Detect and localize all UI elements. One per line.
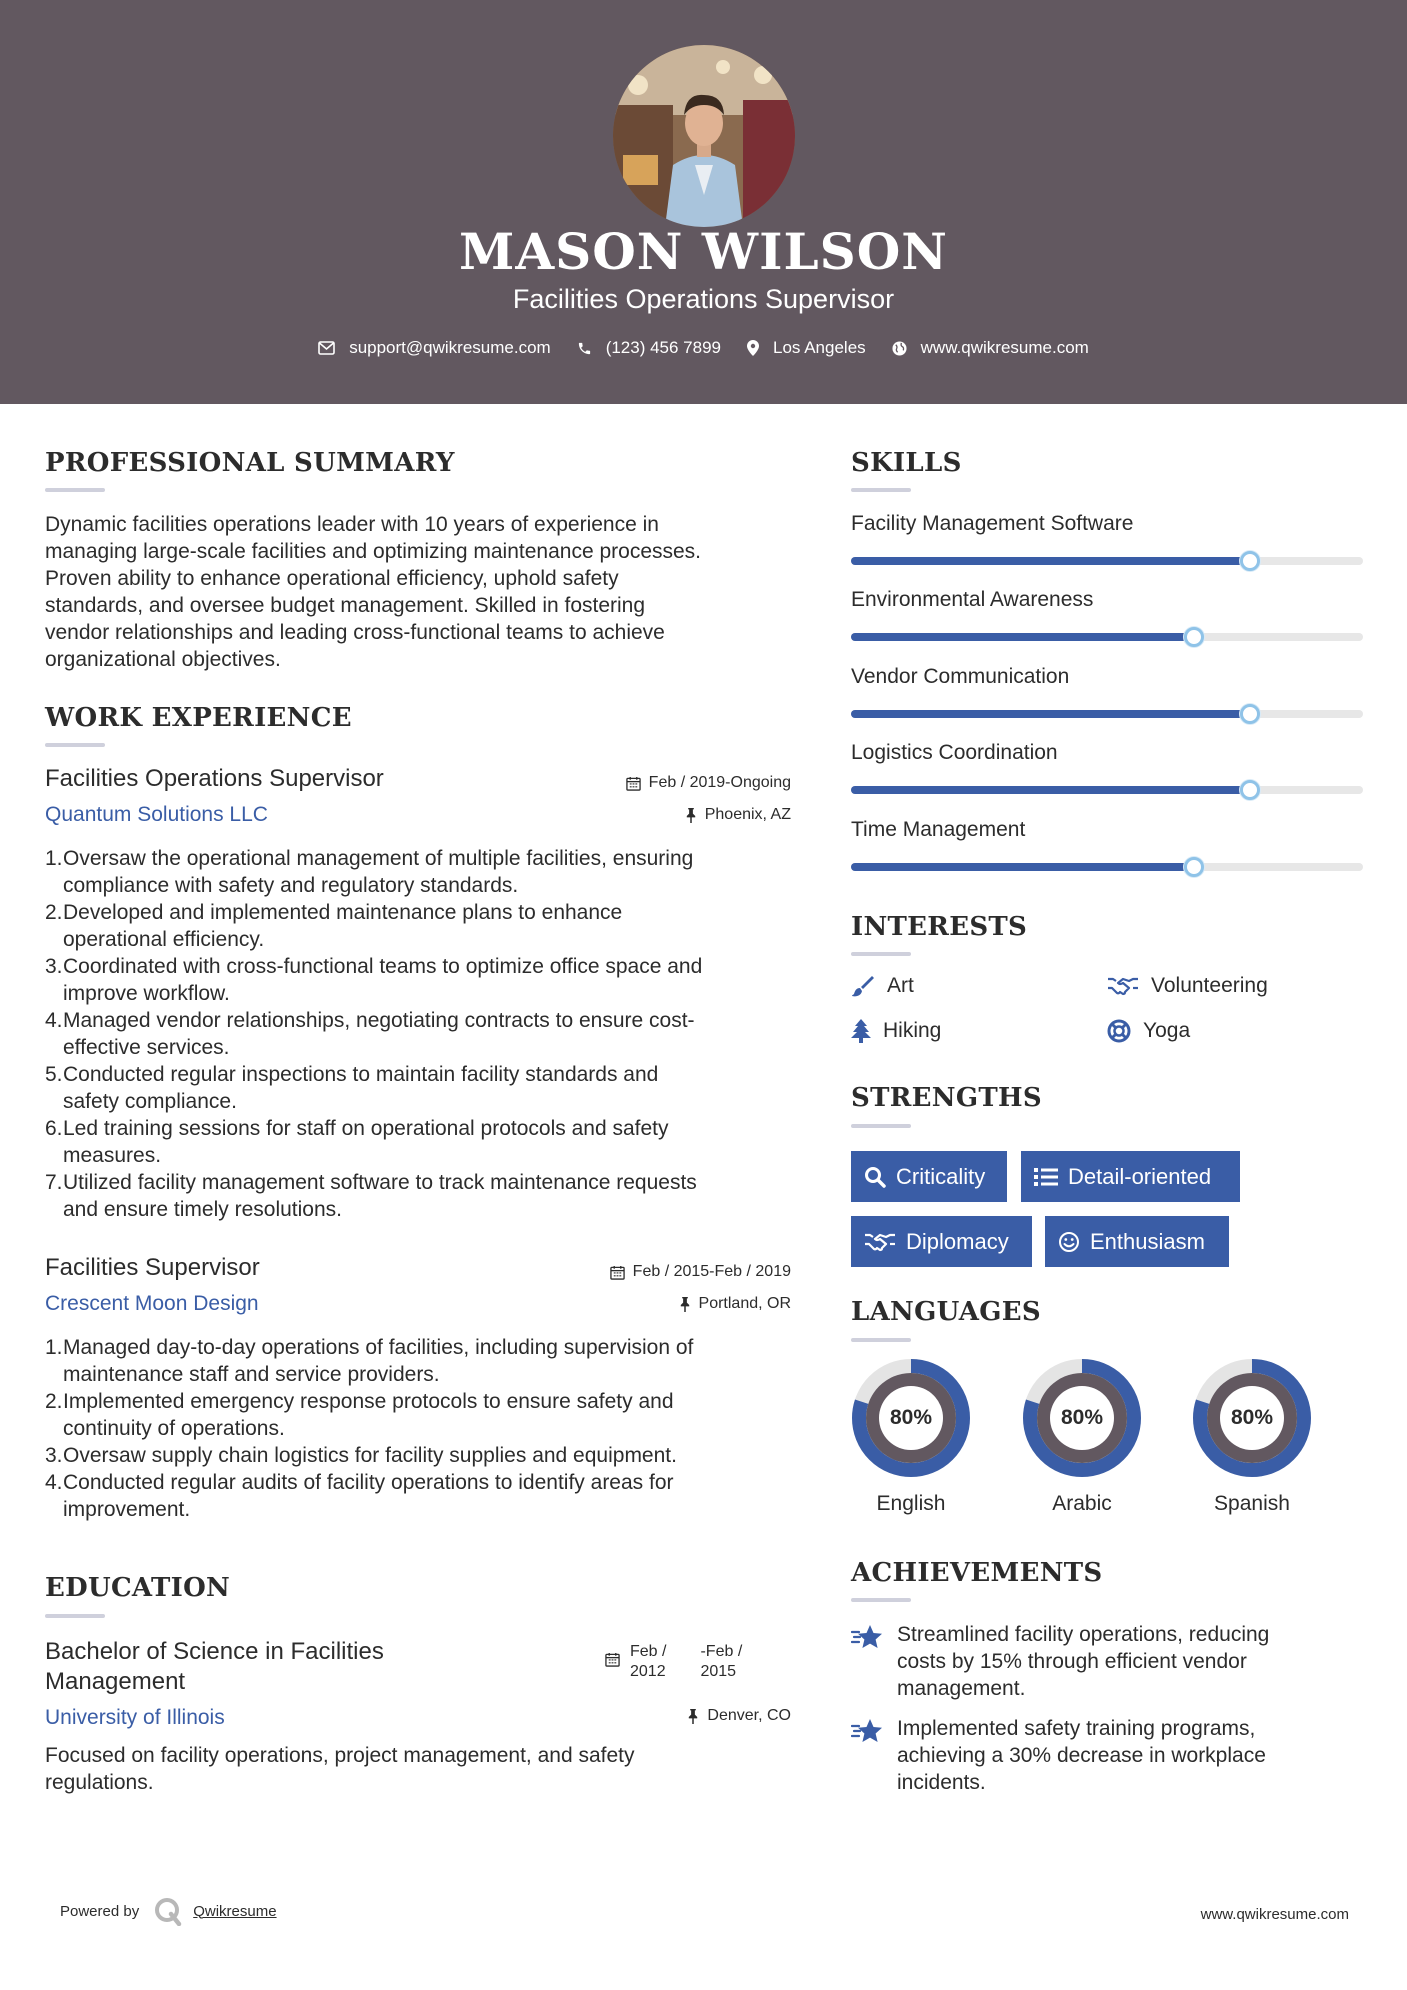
skill-bar-fill [851, 710, 1250, 718]
strength-tag: Diplomacy [851, 1216, 1032, 1267]
website-text: www.qwikresume.com [920, 338, 1089, 357]
skill-bar-knob [1184, 627, 1204, 647]
experience-heading: WORK EXPERIENCE [45, 703, 352, 733]
skill-name: Logistics Coordination [851, 741, 1058, 764]
summary-line: managing large-scale facilities and optimizing maintenance processes. [45, 540, 702, 563]
qwikresume-logo-icon [153, 1896, 183, 1926]
contact-bar [0, 338, 1407, 358]
interest-art: Art [851, 974, 914, 998]
education-end: -Feb / 2015 [700, 1643, 743, 1680]
job-title: Facilities Operations Supervisor [45, 765, 384, 792]
language-name: Spanish [1214, 1492, 1290, 1515]
list-item: 1. Managed day-to-day operations of facilities, including supervision of maintenance staff and service providers. [45, 1336, 694, 1386]
language-item [850, 1357, 972, 1516]
skill-bar [851, 863, 1363, 871]
contact-phone[interactable] [577, 338, 721, 358]
skill-bar [851, 633, 1363, 641]
skill-name: Facility Management Software [851, 512, 1134, 535]
list-item: 2. Implemented emergency response protocols to ensure safety and continuity of operations. [45, 1390, 674, 1440]
language-name: English [876, 1492, 946, 1515]
achievement-text: Implemented safety training programs, achieving a 30% decrease in workplace incidents. [897, 1717, 1266, 1794]
map-pin-icon [747, 340, 759, 356]
handshake-icon [1107, 975, 1139, 997]
section-divider [851, 952, 911, 956]
skill-bar-fill [851, 863, 1194, 871]
pushpin-icon [685, 808, 697, 823]
location-text: Los Angeles [773, 338, 866, 357]
skill-bar-fill [851, 633, 1194, 641]
paintbrush-icon [851, 974, 875, 998]
tree-icon [851, 1019, 871, 1043]
candidate-title: Facilities Operations Supervisor [512, 284, 895, 314]
skill-bar-knob [1240, 780, 1260, 800]
achievement-item [851, 1621, 1331, 1702]
language-ring [1191, 1357, 1313, 1479]
footer-powered-by [60, 1896, 277, 1926]
language-ring [850, 1357, 972, 1479]
search-icon [864, 1166, 886, 1188]
job-dates [540, 1263, 791, 1281]
section-divider [851, 1124, 911, 1128]
skill-bar [851, 710, 1363, 718]
language-name: Arabic [1052, 1492, 1112, 1515]
interest-volunteering: Volunteering [1107, 974, 1268, 998]
education-dates [605, 1642, 742, 1682]
skill-bar-knob [1240, 551, 1260, 571]
interests-heading: INTERESTS [851, 912, 1028, 942]
contact-website[interactable] [892, 338, 1089, 358]
star-icon [851, 1623, 885, 1651]
handshake-icon [864, 1231, 896, 1253]
resume-header [0, 0, 1407, 404]
skill-bar-fill [851, 557, 1250, 565]
education-location-text: Denver, CO [707, 1707, 791, 1724]
company-name: Crescent Moon Design [45, 1292, 259, 1315]
skill-bar-knob [1184, 857, 1204, 877]
section-divider [45, 743, 105, 747]
job-location-text: Portland, OR [698, 1295, 791, 1312]
star-icon [851, 1717, 885, 1745]
education-heading: EDUCATION [45, 1573, 231, 1603]
skill-bar [851, 786, 1363, 794]
footer-website[interactable]: www.qwikresume.com [1200, 1906, 1349, 1923]
company-name: Quantum Solutions LLC [45, 803, 268, 826]
summary-text [45, 511, 805, 673]
skill-bar-knob [1240, 704, 1260, 724]
strength-tag: Enthusiasm [1045, 1216, 1229, 1267]
interest-hiking: Hiking [851, 1019, 941, 1043]
duties-list [45, 1334, 805, 1523]
summary-line: standards, and oversee budget management. Skilled in fostering [45, 594, 646, 617]
language-item [1191, 1357, 1313, 1516]
contact-location [747, 338, 866, 358]
strength-tag: Detail-oriented [1021, 1151, 1240, 1202]
job-location [540, 806, 791, 824]
education-location [540, 1707, 791, 1725]
skill-bar [851, 557, 1363, 565]
language-ring [1021, 1357, 1143, 1479]
pushpin-icon [679, 1297, 691, 1312]
list-item: 4. Managed vendor relationships, negotiating contracts to ensure cost- effective services. [45, 1009, 695, 1059]
calendar-icon [605, 1652, 620, 1667]
achievements-heading: ACHIEVEMENTS [851, 1558, 1103, 1588]
section-divider [851, 1598, 911, 1602]
contact-email[interactable] [318, 338, 551, 358]
achievement-text: Streamlined facility operations, reducing costs by 15% through efficient vendor management. [897, 1623, 1270, 1700]
list-item: 1. Oversaw the operational management of multiple facilities, ensuring compliance with safety and regulatory standards. [45, 847, 694, 897]
list-item: 5. Conducted regular inspections to maintain facility standards and safety compliance. [45, 1063, 659, 1113]
list-item: 7. Utilized facility management software to track maintenance requests and ensure timely resolutions. [45, 1171, 697, 1221]
summary-line: vendor relationships and leading cross-functional teams to achieve [45, 621, 665, 644]
strengths-heading: STRENGTHS [851, 1083, 1042, 1113]
languages-heading: LANGUAGES [851, 1297, 1041, 1327]
section-divider [851, 488, 911, 492]
job-location [540, 1295, 791, 1313]
pushpin-icon [687, 1709, 699, 1724]
candidate-name: MASON WILSON [459, 222, 948, 281]
language-percent: 80% [1230, 1406, 1274, 1429]
degree-title: Bachelor of Science in Facilities Management [45, 1638, 384, 1695]
summary-line: Proven ability to enhance operational efficiency, uphold safety [45, 567, 619, 590]
education-start: Feb / 2012 [630, 1643, 667, 1680]
skill-name: Vendor Communication [851, 665, 1070, 688]
list-item: 6. Led training sessions for staff on operational protocols and safety measures. [45, 1117, 669, 1167]
list-item: 4. Conducted regular audits of facility operations to identify areas for improvement. [45, 1471, 674, 1521]
list-item: 2. Developed and implemented maintenance plans to enhance operational efficiency. [45, 901, 623, 951]
profile-photo [613, 45, 795, 227]
job-dates-text: Feb / 2019-Ongoing [648, 774, 791, 791]
smiley-icon [1058, 1231, 1080, 1253]
section-divider [45, 1614, 105, 1618]
duties-list [45, 845, 805, 1223]
job-title: Facilities Supervisor [45, 1254, 260, 1281]
list-item: 3. Coordinated with cross-functional teams to optimize office space and improve workflow. [45, 955, 703, 1005]
skill-bar-fill [851, 786, 1250, 794]
list-item: 3. Oversaw supply chain logistics for facility supplies and equipment. [45, 1444, 677, 1467]
job-dates [540, 774, 791, 792]
school-name: University of Illinois [45, 1706, 225, 1729]
language-percent: 80% [889, 1406, 933, 1429]
section-divider [45, 488, 105, 492]
summary-line: Dynamic facilities operations leader with 10 years of experience in [45, 513, 659, 536]
achievement-item [851, 1715, 1331, 1796]
phone-icon [577, 341, 592, 356]
skill-name: Time Management [851, 818, 1026, 841]
section-divider [851, 1338, 911, 1342]
list-icon [1034, 1167, 1058, 1187]
job-dates-text: Feb / 2015-Feb / 2019 [632, 1263, 791, 1280]
summary-heading: PROFESSIONAL SUMMARY [45, 448, 455, 478]
powered-by-label: Powered by [60, 1902, 140, 1920]
strength-tag: Criticality [851, 1151, 1007, 1202]
skills-heading: SKILLS [851, 448, 962, 478]
brand-link[interactable]: Qwikresume [193, 1902, 277, 1920]
calendar-icon [610, 1265, 625, 1280]
language-item [1021, 1357, 1143, 1516]
lifebuoy-icon [1107, 1019, 1131, 1043]
education-description: Focused on facility operations, project management, and safety regulations. [45, 1744, 635, 1794]
interest-yoga: Yoga [1107, 1019, 1190, 1043]
phone-text: (123) 456 7899 [605, 338, 722, 357]
summary-line: organizational objectives. [45, 648, 281, 671]
calendar-icon [626, 776, 641, 791]
skill-name: Environmental Awareness [851, 588, 1094, 611]
globe-icon [892, 341, 907, 356]
envelope-icon [318, 341, 335, 355]
avatar [613, 45, 795, 227]
email-text: support@qwikresume.com [349, 338, 551, 357]
job-location-text: Phoenix, AZ [704, 806, 791, 823]
language-percent: 80% [1060, 1406, 1104, 1429]
